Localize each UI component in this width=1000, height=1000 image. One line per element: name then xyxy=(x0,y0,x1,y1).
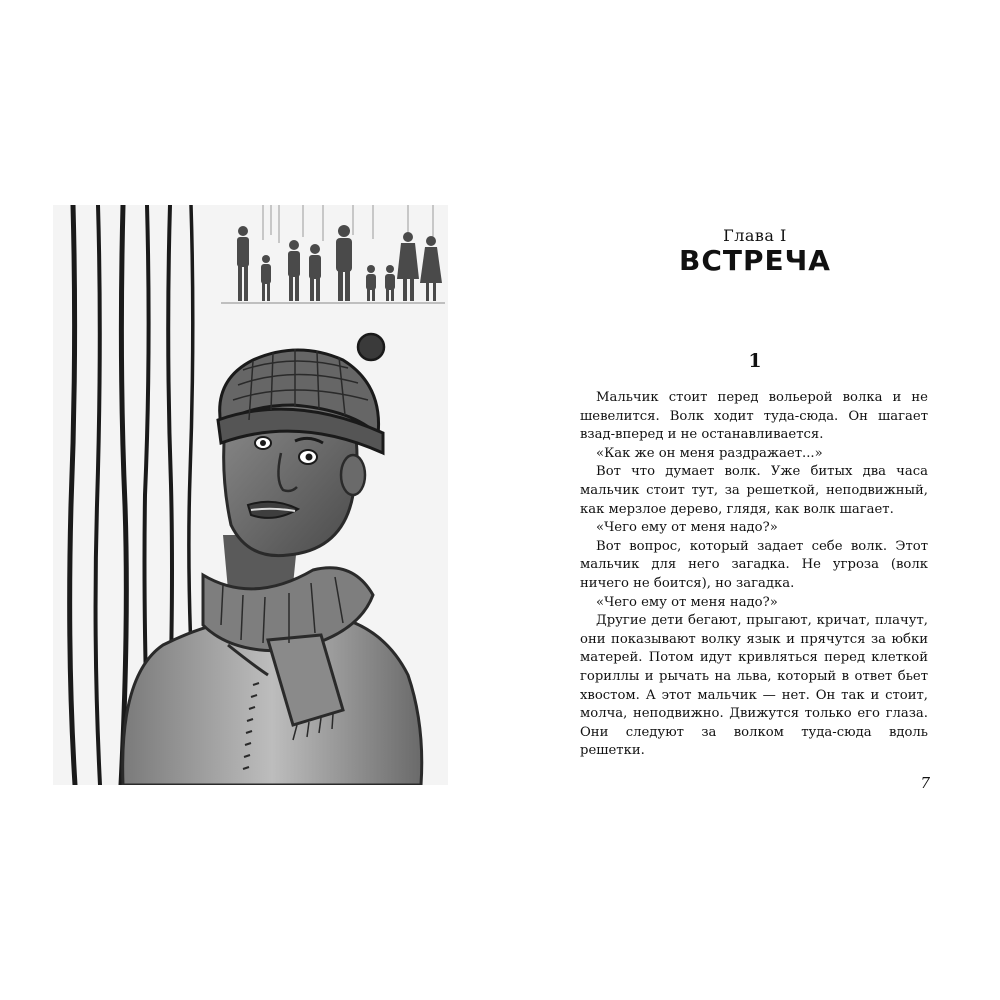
chapter-label: Глава I xyxy=(723,226,787,245)
section-number: 1 xyxy=(748,350,762,372)
page-number: 7 xyxy=(920,774,930,792)
paragraph: «Чего ему от меня надо?» xyxy=(596,594,778,610)
paragraph: Вот вопрос, который задает себе волк. Этот мальчик для него загадка. Не угроза (волк ничего не боится), но загадка. xyxy=(580,538,928,591)
paragraph: «Как же он меня раздражает...» xyxy=(596,445,823,461)
chapter-title: ВСТРЕЧА xyxy=(679,244,831,277)
paragraph: Другие дети бегают, прыгают, кричат, плачут, они показывают волку язык и прячутся за юбки матерей. Потом идут кривляться перед клеткой гориллы и рычать на льва, который в ответ бьет хвостом. А этот мальчик — нет. Он так и стоит, молча, неподвижно. Движутся только его глаза. Они следуют за волком туда-сюда вдоль решетки. xyxy=(580,613,928,759)
paragraph: «Чего ему от меня надо?» xyxy=(596,520,778,536)
chapter-body-text xyxy=(580,389,928,761)
crowd-scene xyxy=(213,205,448,310)
paragraph: Вот что думает волк. Уже битых два часа мальчик стоит тут, за решеткой, неподвижный, как мерзлое дерево, глядя, как волк шагает. xyxy=(580,464,928,517)
chapter-illustration xyxy=(53,205,448,785)
paragraph: Мальчик стоит перед вольерой волка и не шевелится. Волк ходит туда-сюда. Он шагает взад-вперед и не останавливается. xyxy=(580,390,928,443)
